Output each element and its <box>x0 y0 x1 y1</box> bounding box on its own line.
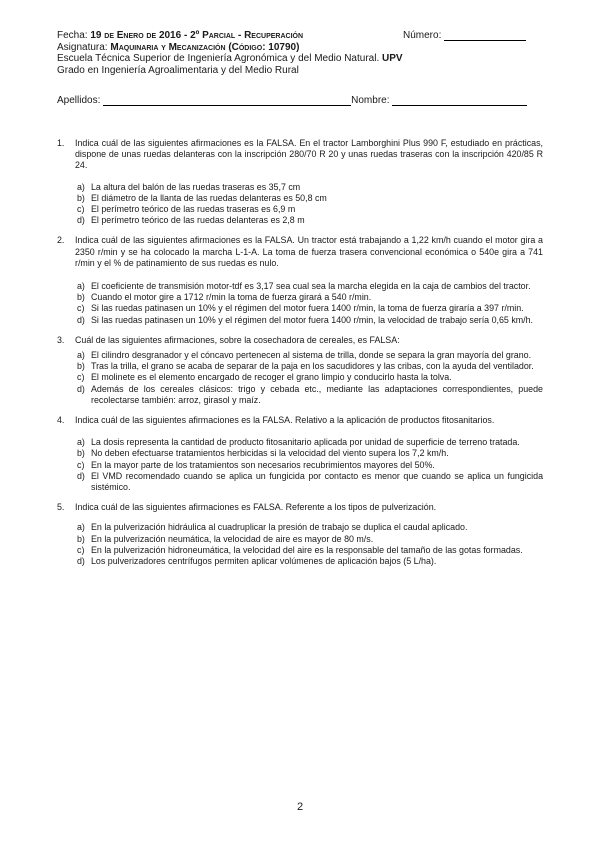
asignatura-value: Maquinaria y Mecanización (Código: 10790) <box>110 41 300 53</box>
exam-part: 2º Parcial - Recuperación <box>190 30 304 41</box>
student-name-line <box>57 95 547 106</box>
option-a[interactable]: a) En la pulverización hidráulica al cuadruplicar la presión de trabajo se duplica el caudal aplicado. <box>77 522 468 533</box>
question-text: Indica cuál de las siguientes afirmaciones es la FALSA. En el tractor Lamborghini Plus 990 F, estudiado en prácticas, dispone de unas ruedas delanteras con la inscripción 280/70 R 20 y unas ruedas traseras con la inscripción 420/85 R 24. <box>75 138 543 171</box>
option-list <box>57 350 543 406</box>
apellidos-blank[interactable] <box>103 95 351 106</box>
question-4 <box>57 415 543 493</box>
option-c[interactable]: c) El molinete es el elemento encargado de recoger el grano limpio y conducirlo hasta la tolva. <box>77 372 452 383</box>
fecha-value: 19 de Enero de 2016 <box>90 30 182 41</box>
option-list <box>57 182 543 227</box>
degree-name: Grado en Ingeniería Agroalimentaria y del Medio Rural <box>57 64 299 76</box>
numero-field <box>403 30 526 41</box>
subject-line <box>57 42 547 54</box>
question-number: 2. <box>57 235 65 246</box>
option-d[interactable]: d) Los pulverizadores centrífugos permiten aplicar volúmenes de aplicación bajos (5 L/ha). <box>77 556 437 567</box>
option-a[interactable]: a) La dosis representa la cantidad de producto fitosanitario aplicada por unidad de superficie de terreno tratada. <box>77 437 520 448</box>
nombre-blank[interactable] <box>392 95 527 106</box>
option-d[interactable]: d) Si las ruedas patinasen un 10% y el régimen del motor fuera 1400 r/min, la velocidad de trabajo sería 0,65 km/h. <box>77 314 534 325</box>
option-a[interactable]: a) El coeficiente de transmisión motor-tdf es 3,17 sea cual sea la marcha elegida en la caja de cambios del tractor. <box>77 281 531 292</box>
option-d[interactable]: d) El VMD recomendado cuando se aplica un fungicida por contacto es menor que cuando se aplica un fungicida sistémico. <box>77 470 543 493</box>
numero-label: Número: <box>403 30 442 41</box>
question-text: Indica cuál de las siguientes afirmaciones es la FALSA. Relativo a la aplicación de productos fitosanitarios. <box>75 415 495 426</box>
option-c[interactable]: c) En la pulverización hidroneumática, la velocidad del aire es la responsable del tamaño de las gotas formadas. <box>77 544 523 555</box>
university-abbr: UPV <box>382 53 403 64</box>
question-number: 5. <box>57 502 65 513</box>
option-b[interactable]: b) En la pulverización neumática, la velocidad de aire es mayor de 80 m/s. <box>77 533 374 544</box>
option-b[interactable]: b) El diámetro de la llanta de las ruedas delanteras es 50,8 cm <box>77 192 327 203</box>
nombre-label: Nombre: <box>351 95 390 106</box>
numero-blank[interactable] <box>444 30 526 41</box>
option-a[interactable]: a) La altura del balón de las ruedas traseras es 35,7 cm <box>77 181 301 192</box>
question-text: Cuál de las siguientes afirmaciones, sobre la cosechadora de cereales, es FALSA: <box>75 334 400 345</box>
option-c[interactable]: c) Si las ruedas patinasen un 10% y el régimen del motor fuera 1400 r/min, la toma de fuerza giraría a 397 r/min. <box>77 303 524 314</box>
question-5 <box>57 502 543 567</box>
option-b[interactable]: b) Cuando el motor gire a 1712 r/min la toma de fuerza girará a 540 r/min. <box>77 292 372 303</box>
question-text: Indica cuál de las siguientes afirmaciones es la FALSA. Un tractor está trabajando a 1,22 km/h cuando el motor gira a 2350 r/min y se ha colocado la marcha L-1-A. La toma de fuerza trasera convencional económica o 540e gira a 741 r/min y el % de patinamiento de sus ruedas es nulo. <box>75 235 543 268</box>
page-number: 2 <box>296 801 304 813</box>
question-2 <box>57 235 543 325</box>
option-d[interactable]: d) El perímetro teórico de las ruedas delanteras es 2,8 m <box>77 215 305 226</box>
question-1 <box>57 138 543 226</box>
option-list <box>57 437 543 493</box>
school-line <box>57 53 547 65</box>
question-number: 1. <box>57 138 65 148</box>
option-list <box>57 281 543 326</box>
option-a[interactable]: a) El cilindro desgranador y el cóncavo pertenecen al sistema de trilla, donde se separa la gran mayoría del grano. <box>77 350 532 361</box>
option-d[interactable]: d) Además de los cereales clásicos: trigo y cebada etc., mediante las adaptaciones correspondientes, puede recolectarse también: arroz, girasol y maíz. <box>77 383 543 405</box>
asignatura-label: Asignatura: <box>57 41 108 53</box>
option-c[interactable]: c) El perímetro teórico de las ruedas traseras es 6,9 m <box>77 204 296 215</box>
degree-line <box>57 65 547 77</box>
question-3 <box>57 335 543 406</box>
question-number: 4. <box>57 415 65 426</box>
option-b[interactable]: b) No deben efectuarse tratamientos herbicidas si la velocidad del viento supera los 7,2 km/h. <box>77 448 449 459</box>
option-c[interactable]: c) En la mayor parte de los tratamientos son necesarios recubrimientos mayores del 50%. <box>77 459 435 470</box>
question-list <box>57 138 543 567</box>
question-text: Indica cuál de las siguientes afirmaciones es FALSA. Referente a los tipos de pulverización. <box>75 502 437 513</box>
header-separator: - <box>181 30 191 41</box>
apellidos-label: Apellidos: <box>57 95 101 106</box>
question-number: 3. <box>57 334 65 345</box>
fecha-label: Fecha: <box>57 30 88 41</box>
option-b[interactable]: b) Tras la trilla, el grano se acaba de separar de la paja en los sacudidores y las cribas, con la ayuda del ventilador. <box>77 361 534 372</box>
school-name: Escuela Técnica Superior de Ingeniería Agronómica y del Medio Natural. <box>57 53 380 64</box>
option-list <box>57 522 543 567</box>
